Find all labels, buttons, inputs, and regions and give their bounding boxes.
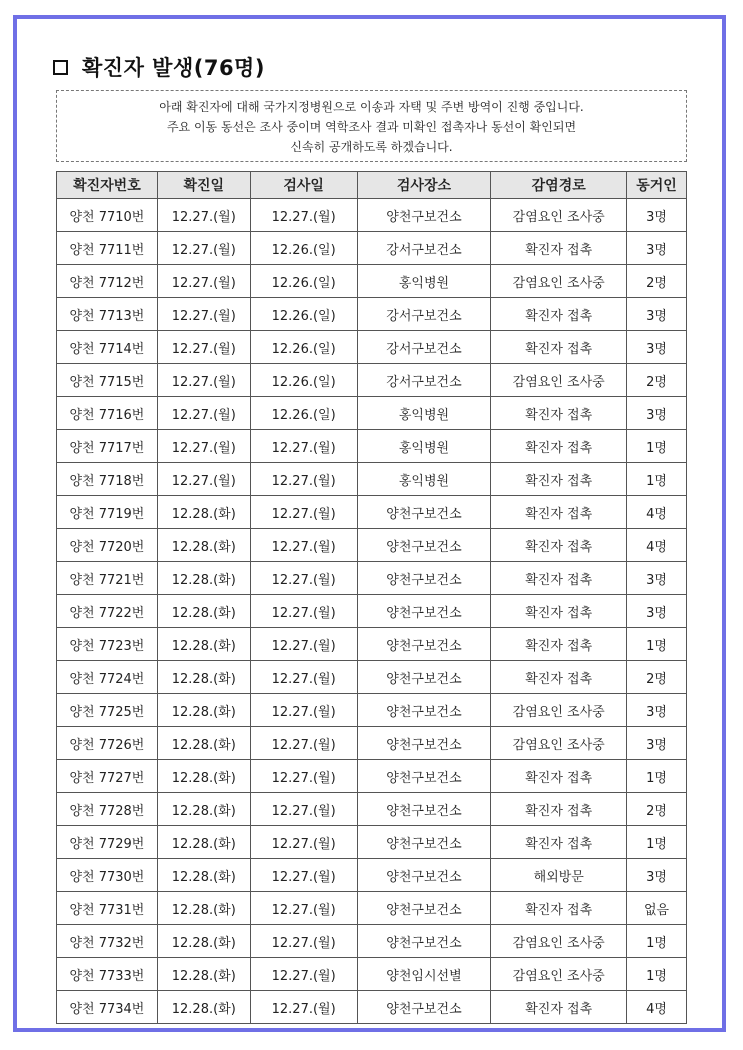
confirm-date-cell: 12.28.(화) [157,925,250,958]
infection-route-cell: 확진자 접촉 [491,430,627,463]
test-date-cell: 12.27.(월) [250,628,357,661]
cohabitant-cell: 4명 [627,529,687,562]
table-header-row [57,172,687,199]
cohabitant-cell: 1명 [627,958,687,991]
cohabitant-cell: 1명 [627,925,687,958]
test-date-cell: 12.26.(일) [250,265,357,298]
case-number-cell: 양천 7722번 [57,595,158,628]
test-date-cell: 12.26.(일) [250,397,357,430]
notice-line: 주요 이동 동선은 조사 중이며 역학조사 결과 미확인 접촉자나 동선이 확인되면 [166,120,577,134]
table-row [57,397,687,430]
test-date-cell: 12.27.(월) [250,958,357,991]
confirm-date-cell: 12.28.(화) [157,595,250,628]
test-site-cell: 강서구보건소 [357,364,491,397]
cohabitant-cell: 4명 [627,991,687,1024]
cohabitant-cell: 3명 [627,694,687,727]
test-site-cell: 양천구보건소 [357,727,491,760]
column-header: 확진일 [157,172,250,199]
cohabitant-cell: 4명 [627,496,687,529]
cohabitant-cell: 1명 [627,826,687,859]
infection-route-cell: 확진자 접촉 [491,661,627,694]
test-date-cell: 12.27.(월) [250,859,357,892]
test-date-cell: 12.26.(일) [250,298,357,331]
confirm-date-cell: 12.27.(월) [157,232,250,265]
confirm-date-cell: 12.27.(월) [157,397,250,430]
infection-route-cell: 확진자 접촉 [491,562,627,595]
cohabitant-cell: 3명 [627,859,687,892]
infection-route-cell: 감염요인 조사중 [491,925,627,958]
table-row [57,925,687,958]
table-row [57,199,687,232]
confirm-date-cell: 12.27.(월) [157,265,250,298]
infection-route-cell: 감염요인 조사중 [491,727,627,760]
cohabitant-cell: 1명 [627,628,687,661]
test-site-cell: 양천구보건소 [357,661,491,694]
test-date-cell: 12.27.(월) [250,430,357,463]
infection-route-cell: 확진자 접촉 [491,232,627,265]
table-row [57,793,687,826]
confirm-date-cell: 12.28.(화) [157,859,250,892]
infection-route-cell: 확진자 접촉 [491,529,627,562]
case-number-cell: 양천 7730번 [57,859,158,892]
test-date-cell: 12.27.(월) [250,694,357,727]
test-site-cell: 홍익병원 [357,430,491,463]
cohabitant-cell: 3명 [627,298,687,331]
confirm-date-cell: 12.28.(화) [157,760,250,793]
test-date-cell: 12.27.(월) [250,826,357,859]
cohabitant-cell: 1명 [627,760,687,793]
case-number-cell: 양천 7712번 [57,265,158,298]
table-row [57,595,687,628]
checkbox-square-icon [53,60,68,75]
cohabitant-cell: 3명 [627,232,687,265]
confirm-date-cell: 12.28.(화) [157,661,250,694]
confirm-date-cell: 12.28.(화) [157,496,250,529]
confirm-date-cell: 12.27.(월) [157,298,250,331]
test-site-cell: 강서구보건소 [357,331,491,364]
case-number-cell: 양천 7725번 [57,694,158,727]
test-site-cell: 양천구보건소 [357,595,491,628]
table-row [57,265,687,298]
infection-route-cell: 확진자 접촉 [491,760,627,793]
test-date-cell: 12.26.(일) [250,331,357,364]
test-date-cell: 12.26.(일) [250,364,357,397]
cohabitant-cell: 3명 [627,331,687,364]
column-header: 감염경로 [491,172,627,199]
cohabitant-cell: 1명 [627,430,687,463]
confirm-date-cell: 12.28.(화) [157,529,250,562]
notice-line: 아래 확진자에 대해 국가지정병원으로 이송과 자택 및 주변 방역이 진행 중입니다. [159,100,584,114]
confirm-date-cell: 12.28.(화) [157,826,250,859]
table-row [57,694,687,727]
test-site-cell: 홍익병원 [357,397,491,430]
cohabitant-cell: 3명 [627,562,687,595]
table-row [57,859,687,892]
test-site-cell: 홍익병원 [357,265,491,298]
test-date-cell: 12.27.(월) [250,562,357,595]
confirm-date-cell: 12.28.(화) [157,727,250,760]
case-number-cell: 양천 7727번 [57,760,158,793]
table-row [57,892,687,925]
confirm-date-cell: 12.27.(월) [157,364,250,397]
table-row [57,562,687,595]
test-site-cell: 양천구보건소 [357,826,491,859]
test-date-cell: 12.27.(월) [250,199,357,232]
infection-route-cell: 감염요인 조사중 [491,958,627,991]
infection-route-cell: 감염요인 조사중 [491,364,627,397]
confirm-date-cell: 12.28.(화) [157,628,250,661]
table-row [57,331,687,364]
test-site-cell: 양천구보건소 [357,496,491,529]
section-title-text: 확진자 발생(76명) [82,56,265,80]
confirm-date-cell: 12.28.(화) [157,958,250,991]
case-number-cell: 양천 7733번 [57,958,158,991]
test-date-cell: 12.27.(월) [250,529,357,562]
test-date-cell: 12.27.(월) [250,925,357,958]
test-site-cell: 강서구보건소 [357,232,491,265]
table-row [57,232,687,265]
column-header: 검사장소 [357,172,491,199]
infection-route-cell: 확진자 접촉 [491,496,627,529]
confirm-date-cell: 12.27.(월) [157,463,250,496]
infection-route-cell: 확진자 접촉 [491,793,627,826]
confirm-date-cell: 12.27.(월) [157,199,250,232]
infection-route-cell: 확진자 접촉 [491,628,627,661]
case-number-cell: 양천 7719번 [57,496,158,529]
cohabitant-cell: 3명 [627,595,687,628]
test-site-cell: 양천구보건소 [357,199,491,232]
test-date-cell: 12.27.(월) [250,793,357,826]
table-row [57,661,687,694]
section-title [53,52,265,82]
test-site-cell: 홍익병원 [357,463,491,496]
test-site-cell: 양천구보건소 [357,892,491,925]
confirm-date-cell: 12.27.(월) [157,331,250,364]
infection-route-cell: 확진자 접촉 [491,298,627,331]
infection-route-cell: 감염요인 조사중 [491,694,627,727]
table-body [57,199,687,1024]
test-site-cell: 양천구보건소 [357,628,491,661]
infection-route-cell: 확진자 접촉 [491,892,627,925]
confirm-date-cell: 12.28.(화) [157,892,250,925]
notice-box [56,90,687,162]
table-row [57,628,687,661]
case-number-cell: 양천 7724번 [57,661,158,694]
case-number-cell: 양천 7711번 [57,232,158,265]
cohabitant-cell: 3명 [627,727,687,760]
test-date-cell: 12.27.(월) [250,991,357,1024]
cohabitant-cell: 2명 [627,364,687,397]
test-date-cell: 12.27.(월) [250,892,357,925]
case-number-cell: 양천 7716번 [57,397,158,430]
infection-route-cell: 감염요인 조사중 [491,265,627,298]
test-site-cell: 양천구보건소 [357,925,491,958]
test-site-cell: 양천구보건소 [357,991,491,1024]
cohabitant-cell: 1명 [627,463,687,496]
test-site-cell: 양천구보건소 [357,562,491,595]
test-date-cell: 12.27.(월) [250,463,357,496]
test-site-cell: 양천구보건소 [357,694,491,727]
infection-route-cell: 감염요인 조사중 [491,199,627,232]
case-number-cell: 양천 7731번 [57,892,158,925]
test-date-cell: 12.26.(일) [250,232,357,265]
case-number-cell: 양천 7714번 [57,331,158,364]
cases-table [56,171,687,1024]
test-site-cell: 양천임시선별 [357,958,491,991]
cohabitant-cell: 2명 [627,661,687,694]
case-number-cell: 양천 7723번 [57,628,158,661]
cohabitant-cell: 없음 [627,892,687,925]
test-site-cell: 강서구보건소 [357,298,491,331]
cohabitant-cell: 3명 [627,199,687,232]
cohabitant-cell: 2명 [627,265,687,298]
test-date-cell: 12.27.(월) [250,727,357,760]
table-row [57,826,687,859]
table-row [57,529,687,562]
case-number-cell: 양천 7729번 [57,826,158,859]
column-header: 검사일 [250,172,357,199]
case-number-cell: 양천 7734번 [57,991,158,1024]
infection-route-cell: 확진자 접촉 [491,463,627,496]
column-header: 동거인 [627,172,687,199]
case-number-cell: 양천 7715번 [57,364,158,397]
table-row [57,496,687,529]
infection-route-cell: 확진자 접촉 [491,826,627,859]
case-number-cell: 양천 7721번 [57,562,158,595]
confirm-date-cell: 12.28.(화) [157,694,250,727]
table-row [57,463,687,496]
infection-route-cell: 확진자 접촉 [491,331,627,364]
column-header: 확진자번호 [57,172,158,199]
case-number-cell: 양천 7732번 [57,925,158,958]
cohabitant-cell: 3명 [627,397,687,430]
confirm-date-cell: 12.27.(월) [157,430,250,463]
infection-route-cell: 확진자 접촉 [491,991,627,1024]
infection-route-cell: 확진자 접촉 [491,397,627,430]
confirm-date-cell: 12.28.(화) [157,991,250,1024]
case-number-cell: 양천 7726번 [57,727,158,760]
test-site-cell: 양천구보건소 [357,859,491,892]
case-number-cell: 양천 7710번 [57,199,158,232]
test-date-cell: 12.27.(월) [250,760,357,793]
table-row [57,430,687,463]
table-row [57,298,687,331]
infection-route-cell: 해외방문 [491,859,627,892]
table-row [57,760,687,793]
case-number-cell: 양천 7713번 [57,298,158,331]
cohabitant-cell: 2명 [627,793,687,826]
table-row [57,991,687,1024]
case-number-cell: 양천 7720번 [57,529,158,562]
test-date-cell: 12.27.(월) [250,661,357,694]
table-row [57,727,687,760]
table-row [57,958,687,991]
notice-line: 신속히 공개하도록 하겠습니다. [290,140,453,154]
case-number-cell: 양천 7718번 [57,463,158,496]
test-date-cell: 12.27.(월) [250,595,357,628]
case-number-cell: 양천 7728번 [57,793,158,826]
test-site-cell: 양천구보건소 [357,760,491,793]
test-site-cell: 양천구보건소 [357,529,491,562]
test-date-cell: 12.27.(월) [250,496,357,529]
infection-route-cell: 확진자 접촉 [491,595,627,628]
table-row [57,364,687,397]
test-site-cell: 양천구보건소 [357,793,491,826]
confirm-date-cell: 12.28.(화) [157,562,250,595]
confirm-date-cell: 12.28.(화) [157,793,250,826]
case-number-cell: 양천 7717번 [57,430,158,463]
